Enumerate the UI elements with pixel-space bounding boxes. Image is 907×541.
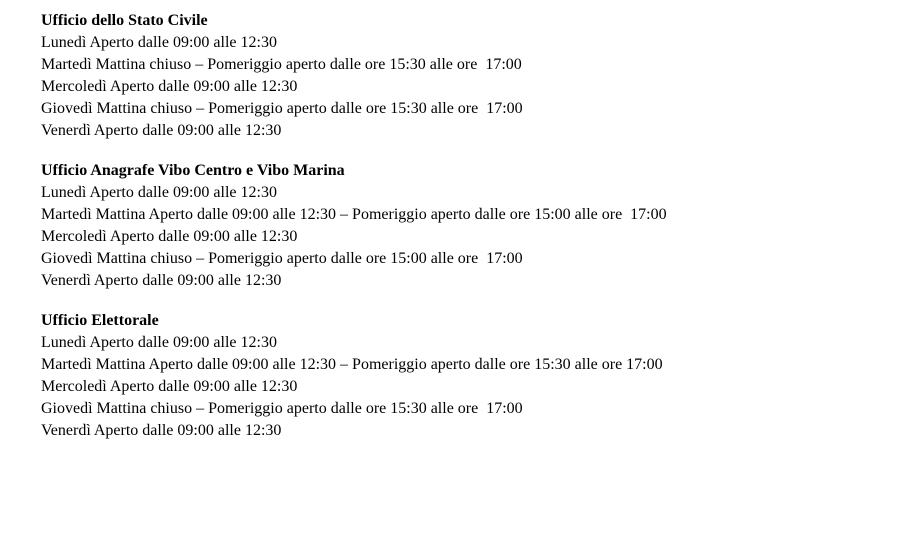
- hours-monday: Lunedì Aperto dalle 09:00 alle 12:30: [41, 34, 277, 51]
- office-title: Ufficio dello Stato Civile: [41, 12, 208, 29]
- hours-thursday: Giovedì Mattina chiuso – Pomeriggio aperto dalle ore 15:30 alle ore 17:00: [41, 100, 523, 117]
- hours-tuesday: Martedì Mattina Aperto dalle 09:00 alle 12:30 – Pomeriggio aperto dalle ore 15:30 alle ore 17:00: [41, 356, 663, 373]
- hours-thursday: Giovedì Mattina chiuso – Pomeriggio aperto dalle ore 15:30 alle ore 17:00: [41, 400, 523, 417]
- hours-tuesday: Martedì Mattina chiuso – Pomeriggio aperto dalle ore 15:30 alle ore 17:00: [41, 56, 522, 73]
- hours-wednesday: Mercoledì Aperto dalle 09:00 alle 12:30: [41, 378, 298, 395]
- office-title: Ufficio Elettorale: [41, 312, 159, 329]
- office-section-anagrafe: [41, 160, 907, 292]
- office-section-elettorale: [41, 310, 907, 442]
- hours-wednesday: Mercoledì Aperto dalle 09:00 alle 12:30: [41, 228, 298, 245]
- office-title: Ufficio Anagrafe Vibo Centro e Vibo Marina: [41, 162, 345, 179]
- hours-monday: Lunedì Aperto dalle 09:00 alle 12:30: [41, 184, 277, 201]
- hours-friday: Venerdì Aperto dalle 09:00 alle 12:30: [41, 422, 282, 439]
- hours-tuesday: Martedì Mattina Aperto dalle 09:00 alle 12:30 – Pomeriggio aperto dalle ore 15:00 alle ore 17:00: [41, 206, 667, 223]
- hours-wednesday: Mercoledì Aperto dalle 09:00 alle 12:30: [41, 78, 298, 95]
- hours-friday: Venerdì Aperto dalle 09:00 alle 12:30: [41, 272, 282, 289]
- hours-friday: Venerdì Aperto dalle 09:00 alle 12:30: [41, 122, 282, 139]
- hours-thursday: Giovedì Mattina chiuso – Pomeriggio aperto dalle ore 15:00 alle ore 17:00: [41, 250, 523, 267]
- hours-monday: Lunedì Aperto dalle 09:00 alle 12:30: [41, 334, 277, 351]
- office-section-stato-civile: [41, 10, 907, 142]
